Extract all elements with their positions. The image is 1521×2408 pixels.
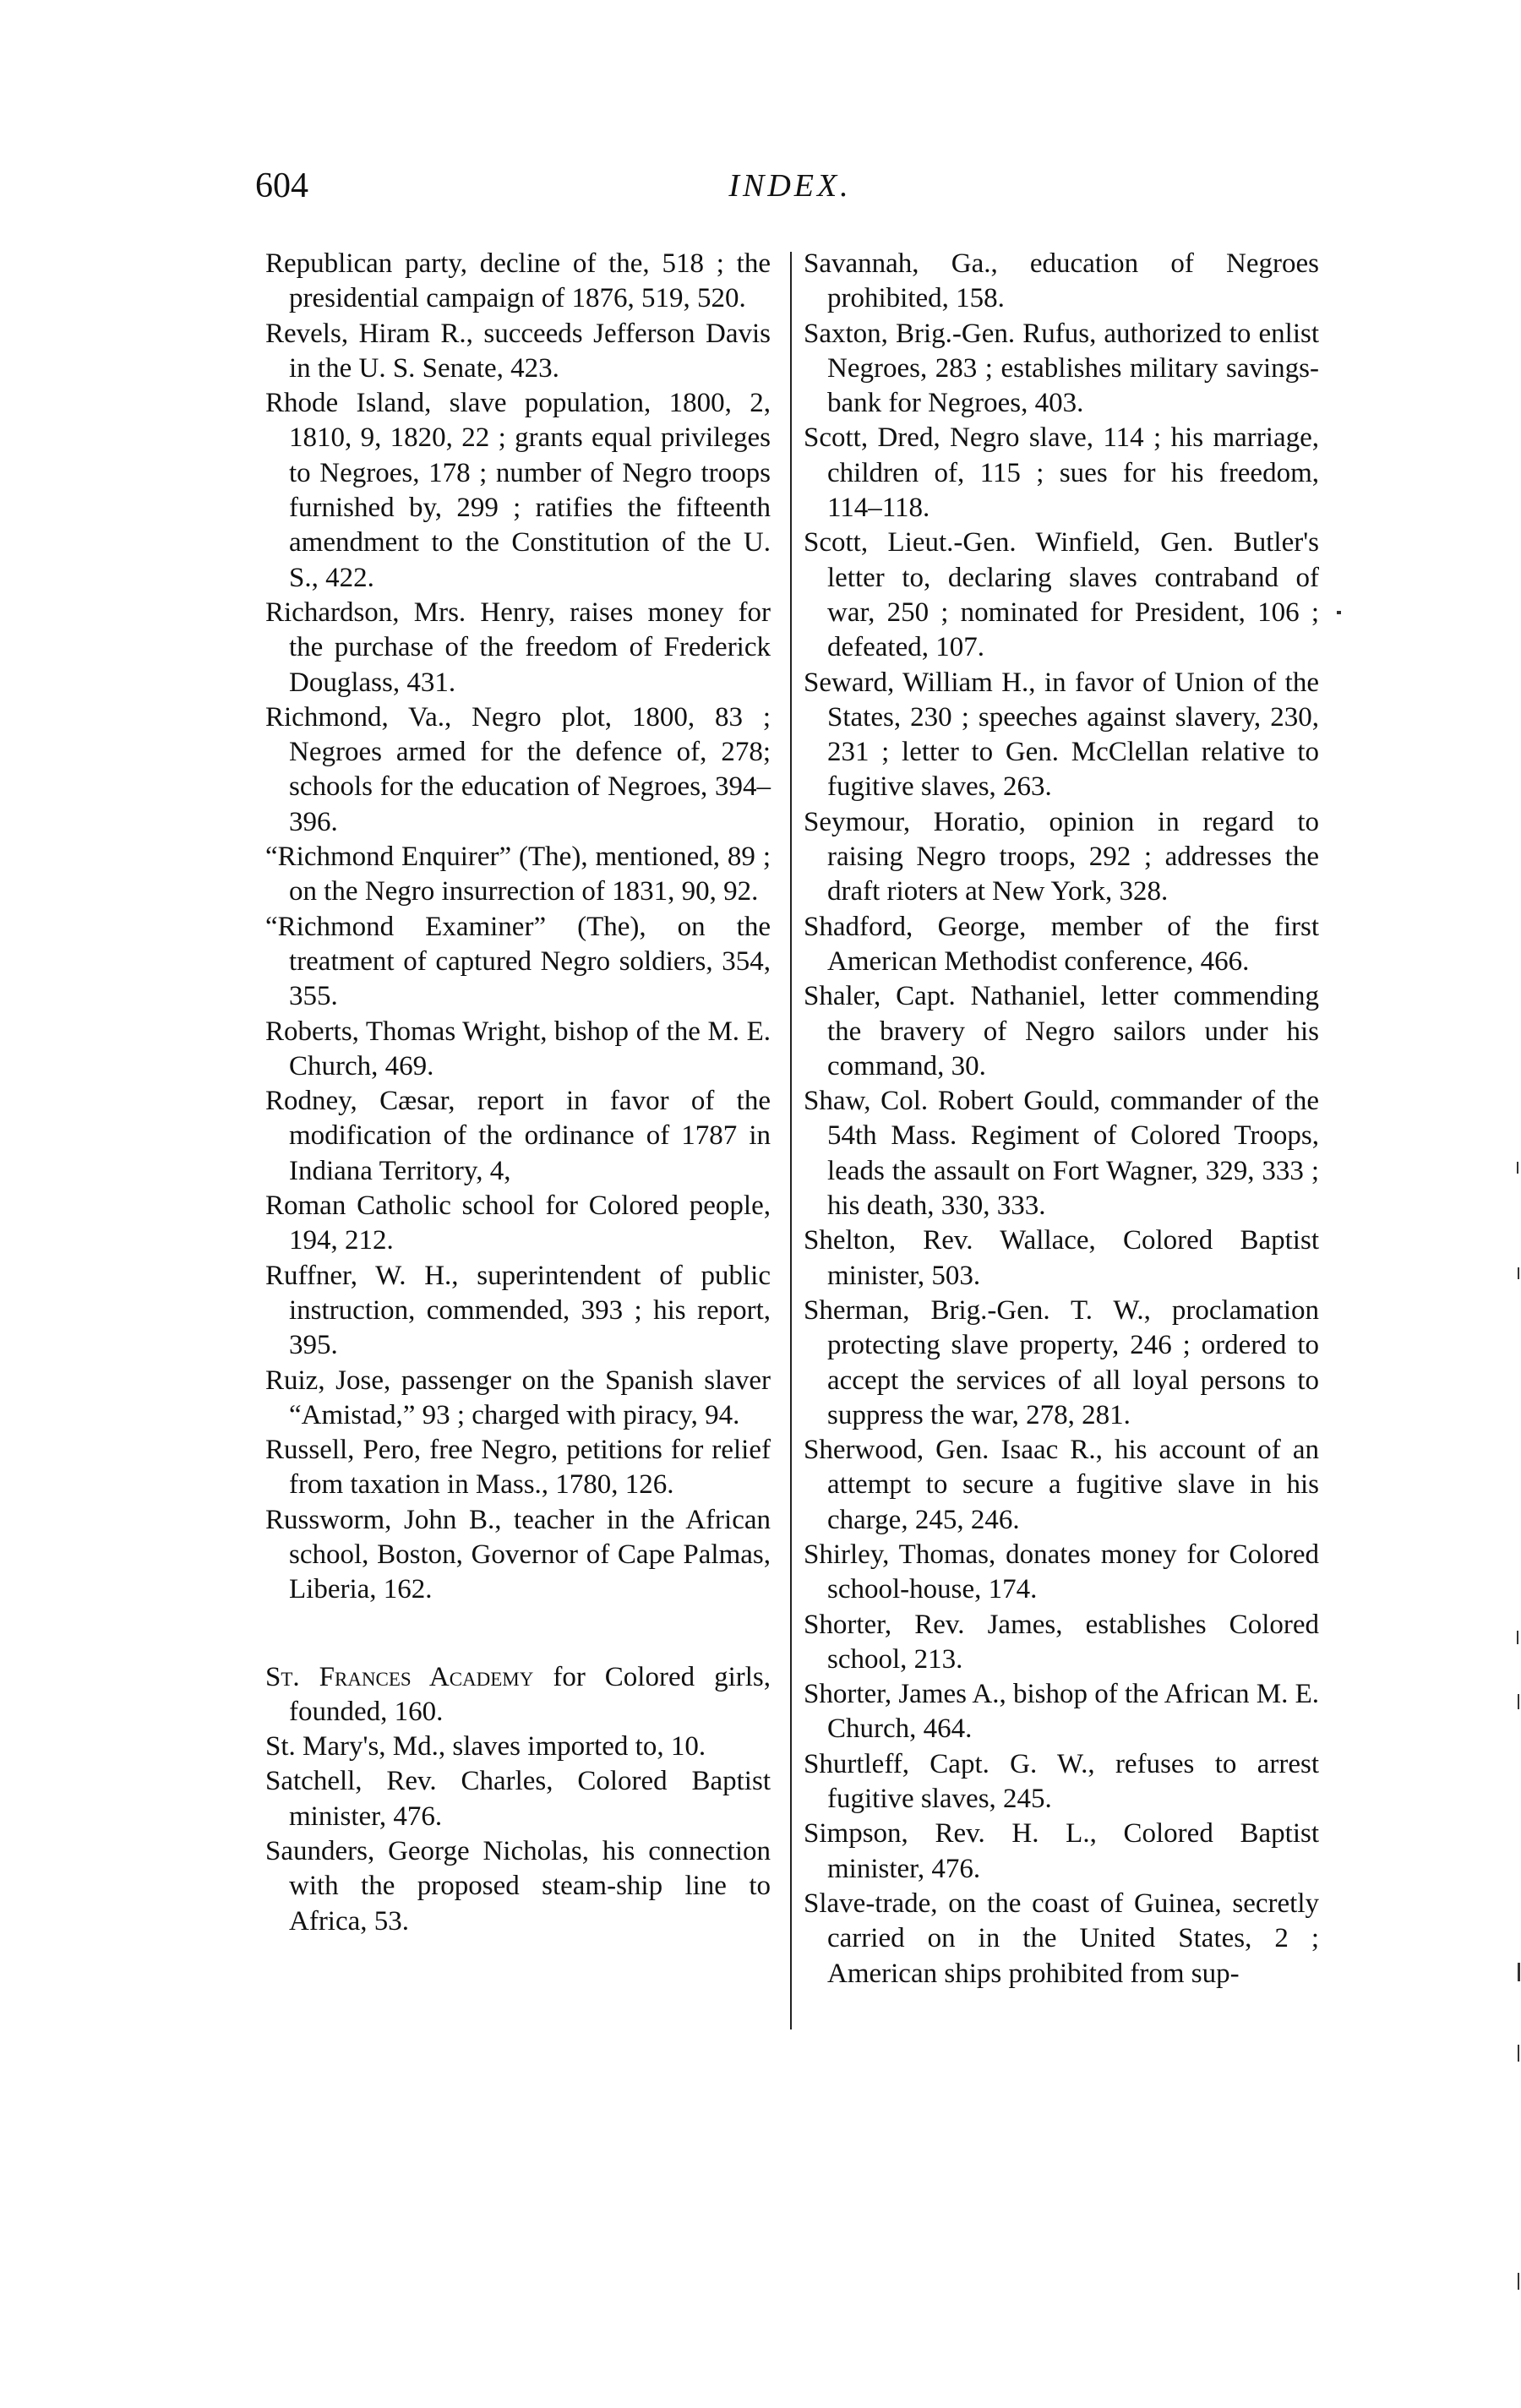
index-entry: Saunders, George Nicholas, his connection with the proposed steam-ship line to Africa, 53. [265,1836,771,1937]
scan-speck [1517,1162,1518,1174]
index-entry: Shadford, George, member of the first American Methodist conference, 466. [804,911,1319,977]
index-entry: “Richmond Enquirer” (The), mentioned, 89 ; on the Negro insurrection of 1831, 90, 92. [265,842,771,907]
index-entry: Richmond, Va., Negro plot, 1800, 83 ; Negroes armed for the defence of, 278; schools for the education of Negroes, 394–396. [265,701,771,837]
scan-speck [1518,1267,1519,1279]
index-entry: Scott, Lieut.-Gen. Winfield, Gen. Butler's letter to, declaring slaves contraband of war, 250 ; nominated for President, 106 ; defeated, 107. [804,527,1319,663]
index-entry: Russworm, John B., teacher in the African school, Boston, Governor of Cape Palmas, Liberia, 162. [265,1504,771,1605]
index-entry: Simpson, Rev. H. L., Colored Baptist minister, 476. [804,1818,1319,1884]
scan-speck [1337,611,1341,614]
index-entry: St. Mary's, Md., slaves imported to, 10. [265,1731,706,1762]
index-entry: Republican party, decline of the, 518 ; the presidential campaign of 1876, 519, 520. [265,248,771,314]
index-entry: Revels, Hiram R., succeeds Jefferson Davis in the U. S. Senate, 423. [265,318,771,384]
scan-speck [1518,2045,1519,2062]
running-head: INDEX. [728,168,852,204]
index-entry: Shelton, Rev. Wallace, Colored Baptist minister, 503. [804,1225,1319,1291]
index-entry: Satchell, Rev. Charles, Colored Baptist minister, 476. [265,1766,771,1832]
index-entry: Roberts, Thomas Wright, bishop of the M. E. Church, 469. [265,1016,771,1081]
entry-text: for Colored girls, founded, 160. [289,1661,771,1727]
index-entry: Rodney, Cæsar, report in favor of the modification of the ordinance of 1787 in Indiana Territory, 4, [265,1086,771,1186]
index-entry: Shirley, Thomas, donates money for Colored school-house, 174. [804,1539,1319,1605]
index-entry: Shaw, Col. Robert Gould, commander of the 54th Mass. Regiment of Colored Troops, leads the assault on Fort Wagner, 329, 333 ; his death, 330, 333. [804,1086,1319,1222]
index-entry: “Richmond Examiner” (The), on the treatment of captured Negro soldiers, 354, 355. [265,911,771,1012]
page-number: 604 [255,166,308,205]
index-entry: Richardson, Mrs. Henry, raises money for the purchase of the freedom of Frederick Douglass, 431. [265,597,771,698]
index-entry: Savannah, Ga., education of Negroes prohibited, 158. [804,248,1319,314]
index-entry: Seward, William H., in favor of Union of the States, 230 ; speeches against slavery, 230, 231 ; letter to Gen. McClellan relative to fugitive slaves, 263. [804,667,1319,803]
section-gap [265,1608,771,1660]
index-entry: Roman Catholic school for Colored people, 194, 212. [265,1190,771,1256]
index-entry: Seymour, Horatio, opinion in regard to raising Negro troops, 292 ; addresses the draft rioters at New York, 328. [804,806,1319,907]
scan-speck [1518,1963,1520,1981]
index-entry: Shurtleff, Capt. G. W., refuses to arrest fugitive slaves, 245. [804,1748,1319,1815]
index-entry: Saxton, Brig.-Gen. Rufus, authorized to enlist Negroes, 283 ; establishes military savings-bank for Negroes, 403. [804,318,1319,419]
index-entry: Russell, Pero, free Negro, petitions for relief from taxation in Mass., 1780, 126. [265,1435,771,1501]
index-entry: Ruffner, W. H., superintendent of public instruction, commended, 393 ; his report, 395. [265,1260,771,1361]
scan-speck [1517,1631,1518,1644]
scan-speck [1518,1694,1519,1709]
scan-speck [1518,2273,1519,2290]
index-entry: Scott, Dred, Negro slave, 114 ; his marriage, children of, 115 ; sues for his freedom, 114–118. [804,422,1319,524]
index-entry: Slave-trade, on the coast of Guinea, secretly carried on in the United States, 2 ; American ships prohibited from sup- [804,1888,1319,1989]
index-entry-st-frances [265,1660,771,1730]
index-column-right [804,247,1319,1991]
column-divider [790,252,792,2029]
small-caps-heading: St. Frances Academy [265,1661,534,1692]
index-entry: Rhode Island, slave population, 1800, 2, 1810, 9, 1820, 22 ; grants equal privileges to Negroes, 178 ; number of Negro troops furnished by, 299 ; ratifies the fifteenth amendment to the Constitution of the U. S., 422. [265,388,771,593]
index-entry: Shorter, Rev. James, establishes Colored school, 213. [804,1609,1319,1675]
index-entry: Sherman, Brig.-Gen. T. W., proclamation protecting slave property, 246 ; ordered to accept the services of all loyal persons to suppress the war, 278, 281. [804,1294,1319,1430]
index-column-left [265,247,771,1939]
index-entry: Shaler, Capt. Nathaniel, letter commending the bravery of Negro sailors under his command, 30. [804,981,1319,1081]
index-entry: Ruiz, Jose, passenger on the Spanish slaver “Amistad,” 93 ; charged with piracy, 94. [265,1365,771,1430]
index-entry: Sherwood, Gen. Isaac R., his account of an attempt to secure a fugitive slave in his charge, 245, 246. [804,1435,1319,1535]
index-entry: Shorter, James A., bishop of the African M. E. Church, 464. [804,1679,1320,1745]
